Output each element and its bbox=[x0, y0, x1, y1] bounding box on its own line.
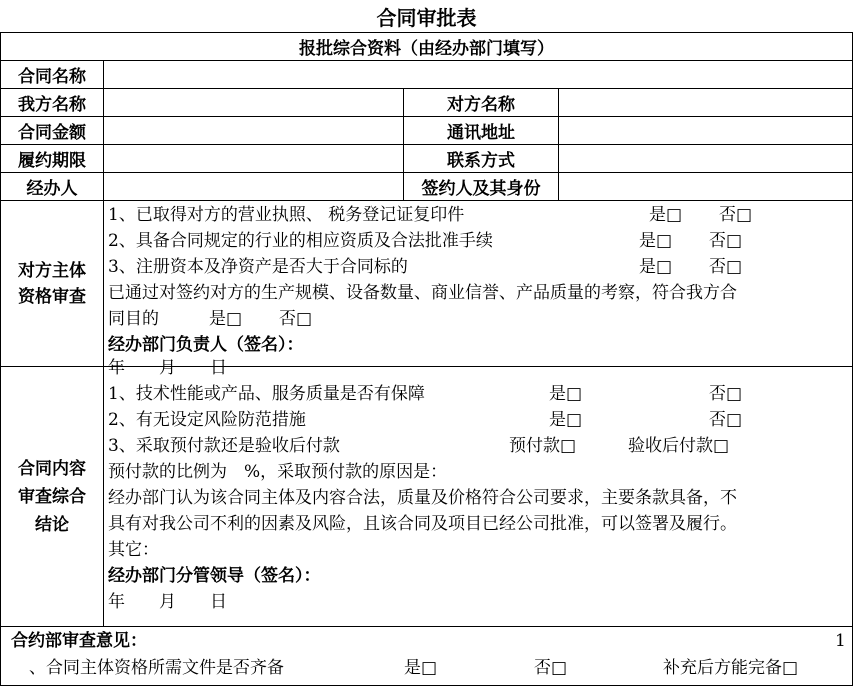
amount-field[interactable] bbox=[103, 116, 404, 145]
label-signer: 签约人及其身份 bbox=[403, 172, 559, 201]
term-field[interactable] bbox=[103, 144, 404, 173]
s2-item1-no[interactable]: 否□ bbox=[709, 384, 743, 404]
s2-label bbox=[0, 366, 104, 627]
signer-field[interactable] bbox=[558, 172, 853, 201]
s2-other: 其它： bbox=[108, 540, 159, 560]
s2-content bbox=[103, 366, 853, 627]
s1-item3-no[interactable]: 否□ bbox=[709, 257, 743, 277]
s3-item1: 、合同主体资格所需文件是否齐备 bbox=[29, 658, 284, 678]
label-contract-name: 合同名称 bbox=[0, 60, 104, 89]
s3-item1-supplement[interactable]: 补充后方能完备□ bbox=[663, 658, 799, 678]
s1-date: 年 月 日 bbox=[108, 358, 227, 378]
s1-item5-no[interactable]: 否□ bbox=[279, 309, 313, 329]
label-handler: 经办人 bbox=[0, 172, 104, 201]
label-contact: 联系方式 bbox=[403, 144, 559, 173]
s1-item2: 2、具备合同规定的行业的相应资质及合法批准手续 bbox=[108, 231, 493, 251]
contact-field[interactable] bbox=[558, 144, 853, 173]
s2-date: 年 月 日 bbox=[108, 592, 227, 612]
our-name-field[interactable] bbox=[103, 88, 404, 117]
s3-item1-no[interactable]: 否□ bbox=[534, 658, 568, 678]
label-address: 通讯地址 bbox=[403, 116, 559, 145]
form-title: 合同审批表 bbox=[0, 0, 853, 33]
s2-label-line: 审查综合 bbox=[18, 486, 86, 507]
address-field[interactable] bbox=[558, 116, 853, 145]
s1-item1-no[interactable]: 否□ bbox=[719, 205, 753, 225]
s1-label-line: 资格审查 bbox=[18, 286, 86, 307]
s1-item2-no[interactable]: 否□ bbox=[709, 231, 743, 251]
s1-item5: 同目的 bbox=[108, 309, 159, 329]
handler-field[interactable] bbox=[103, 172, 404, 201]
s1-item3-yes[interactable]: 是□ bbox=[639, 257, 673, 277]
s1-item4: 已通过对签约对方的生产规模、设备数量、商业信誉、产品质量的考察，符合我方合 bbox=[108, 283, 737, 303]
s2-item1: 1、技术性能或产品、服务质量是否有保障 bbox=[108, 384, 425, 404]
s1-item3: 3、注册资本及净资产是否大于合同标的 bbox=[108, 257, 408, 277]
s1-item1-yes[interactable]: 是□ bbox=[649, 205, 683, 225]
s2-sign-label: 经办部门分管领导（签名）： bbox=[108, 566, 321, 586]
s2-label-line: 合同内容 bbox=[18, 458, 86, 479]
s3-item1-yes[interactable]: 是□ bbox=[404, 658, 438, 678]
s2-item1-yes[interactable]: 是□ bbox=[549, 384, 583, 404]
s1-label-line: 对方主体 bbox=[18, 260, 86, 281]
label-amount: 合同金额 bbox=[0, 116, 104, 145]
contract-name-field[interactable] bbox=[103, 60, 853, 89]
label-our-name: 我方名称 bbox=[0, 88, 104, 117]
s2-prepay-option[interactable]: 预付款□ bbox=[509, 436, 577, 456]
s1-content bbox=[103, 200, 853, 378]
s2-conclusion-line1: 经办部门认为该合同主体及内容合法，质量及价格符合公司要求，主要条款具备，不 bbox=[108, 488, 737, 508]
s2-item2: 2、有无设定风险防范措施 bbox=[108, 410, 306, 430]
s2-postpay-option[interactable]: 验收后付款□ bbox=[628, 436, 730, 456]
s2-prepay-ratio: 预付款的比例为 %，采取预付款的原因是： bbox=[108, 462, 448, 482]
s2-conclusion-line2: 具有对我公司不利的因素及风险，且该合同及项目已经公司批准，可以签署及履行。 bbox=[108, 514, 737, 534]
label-term: 履约期限 bbox=[0, 144, 104, 173]
s1-item5-yes[interactable]: 是□ bbox=[209, 309, 243, 329]
s3-number: 1 bbox=[835, 631, 846, 651]
s2-label-line: 结论 bbox=[35, 514, 69, 535]
s1-label bbox=[0, 200, 104, 367]
s3-content bbox=[0, 626, 853, 686]
s1-sign-label: 经办部门负责人（签名）： bbox=[108, 335, 304, 355]
other-name-field[interactable] bbox=[558, 88, 853, 117]
section-header: 报批综合资料（由经办部门填写） bbox=[0, 32, 853, 61]
s2-item2-yes[interactable]: 是□ bbox=[549, 410, 583, 430]
s1-item1: 1、已取得对方的营业执照、 税务登记证复印件 bbox=[108, 205, 465, 225]
s2-item2-no[interactable]: 否□ bbox=[709, 410, 743, 430]
label-other-name: 对方名称 bbox=[403, 88, 559, 117]
s3-title: 合约部审查意见： bbox=[11, 631, 147, 651]
s1-item2-yes[interactable]: 是□ bbox=[639, 231, 673, 251]
s2-item3: 3、采取预付款还是验收后付款 bbox=[108, 436, 340, 456]
